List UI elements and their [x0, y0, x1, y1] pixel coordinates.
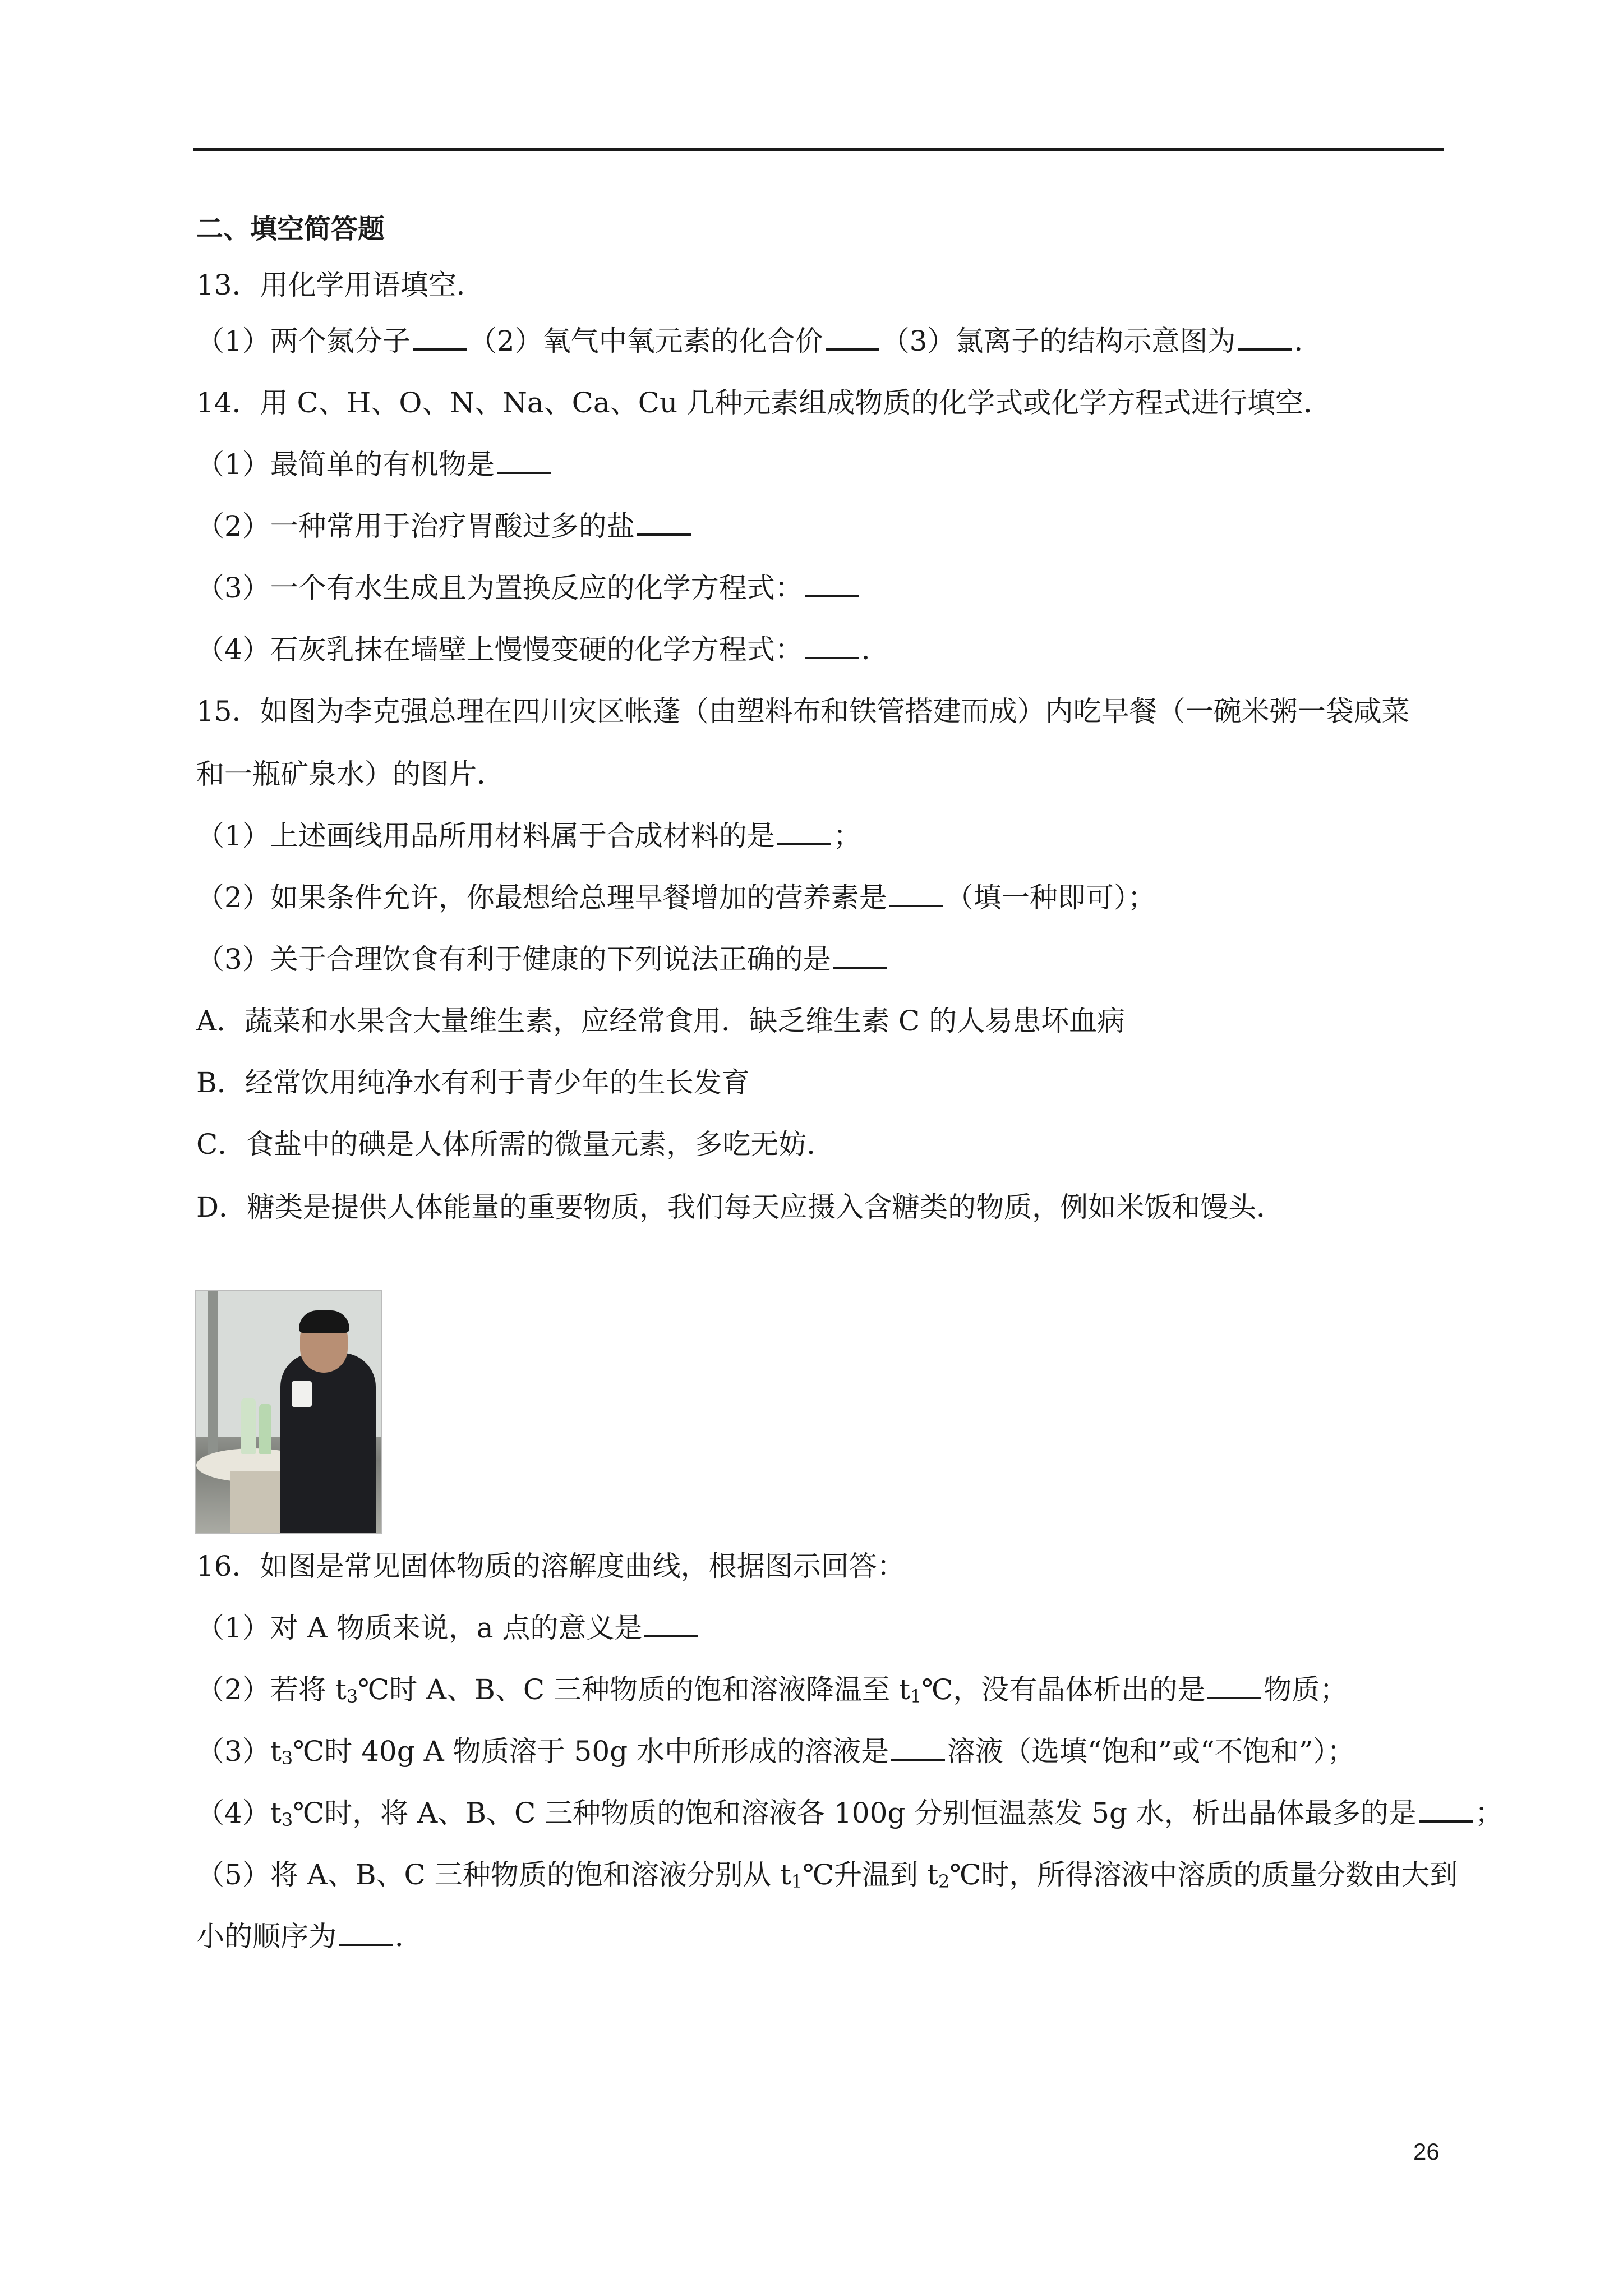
q15-item3	[196, 942, 1447, 976]
answer-blank	[644, 1613, 698, 1637]
answer-blank	[1207, 1674, 1261, 1699]
q15-option-b: B．经常饮用纯净水有利于青少年的生长发育	[196, 1066, 750, 1099]
q14-item4-text: （4）石灰乳抹在墙壁上慢慢变硬的化学方程式：	[196, 633, 803, 666]
q16-item2-b: ℃时 A、B、C 三种物质的饱和溶液降温至 t	[358, 1673, 910, 1706]
q13-part2: （2）氧气中氧元素的化合价	[468, 325, 823, 357]
section-heading: 二、填空简答题	[196, 213, 385, 245]
answer-blank	[339, 1921, 393, 1946]
q14-item2-text: （2）一种常用于治疗胃酸过多的盐	[196, 510, 635, 542]
q16-item1-text: （1）对 A 物质来说，a 点的意义是	[196, 1612, 643, 1644]
q16-item3-b: ℃时 40g A 物质溶于 50g 水中所形成的溶液是	[293, 1735, 889, 1768]
q15-item2-text: （2）如果条件允许，你最想给总理早餐增加的营养素是	[196, 881, 887, 914]
answer-blank	[413, 326, 467, 351]
subscript: 3	[281, 1809, 293, 1830]
q14-item3-text: （3）一个有水生成且为置换反应的化学方程式：	[196, 572, 803, 604]
q16-item4-end: ；	[1474, 1797, 1503, 1829]
q16-item3	[196, 1734, 1447, 1768]
q16-item2-d: 物质；	[1264, 1673, 1348, 1706]
q15-item1-text: （1）上述画线用品所用材料属于合成材料的是	[196, 820, 775, 852]
q16-item4-a: （4）t	[196, 1797, 282, 1829]
q16-item2-c: ℃，没有晶体析出的是	[921, 1673, 1206, 1706]
q15-item3-text: （3）关于合理饮食有利于健康的下列说法正确的是	[196, 943, 831, 976]
q16-item5-a: （5）将 A、B、C 三种物质的饱和溶液分别从 t	[196, 1858, 791, 1891]
q16-item3-a: （3）t	[196, 1735, 282, 1768]
q15-title-line1: 15．如图为李克强总理在四川灾区帐蓬（由塑料布和铁管搭建而成）内吃早餐（一碗米粥一袋咸菜	[196, 695, 1410, 728]
answer-blank	[637, 511, 691, 536]
q15-item1	[196, 819, 1447, 853]
q14-item3	[196, 571, 1447, 605]
answer-blank	[777, 821, 831, 845]
answer-blank	[497, 449, 551, 474]
q15-option-c: C．食盐中的碘是人体所需的微量元素，多吃无妨．	[196, 1128, 835, 1161]
page-number: 26	[1413, 2138, 1440, 2165]
q15-option-d: D．糖类是提供人体能量的重要物质，我们每天应摄入含糖类的物质，例如米饭和馒头．	[196, 1191, 1285, 1223]
q15-item1-end: ；	[833, 820, 861, 852]
subscript: 3	[281, 1747, 293, 1769]
subscript: 2	[938, 1871, 950, 1892]
q14-item1-text: （1）最简单的有机物是	[196, 448, 495, 481]
q16-item4	[196, 1796, 1503, 1830]
answer-blank	[891, 1736, 945, 1761]
answer-blank	[889, 882, 943, 907]
q14-item4-end: ．	[861, 633, 889, 666]
q15-item2-end: （填一种即可）；	[945, 881, 1156, 914]
q15-title-line2: 和一瓶矿泉水）的图片．	[196, 758, 505, 790]
q16-item5-c: ℃时，所得溶液中溶质的质量分数由大到	[949, 1858, 1458, 1891]
q16-title: 16．如图是常见固体物质的溶解度曲线，根据图示回答：	[196, 1550, 905, 1582]
q16-item5-line2-text: 小的顺序为	[196, 1920, 336, 1953]
q13-part3: （3）氯离子的结构示意图为	[881, 325, 1236, 357]
q15-item2	[196, 881, 1447, 914]
q15-option-a: A．蔬菜和水果含大量维生素，应经常食用．缺乏维生素 C 的人易患坏血病	[196, 1005, 1126, 1037]
q16-item5-end: ．	[395, 1920, 423, 1953]
answer-blank	[805, 634, 859, 659]
answer-blank	[1419, 1798, 1473, 1823]
q16-item3-c: 溶液（选填“饱和”或“不饱和”）；	[947, 1735, 1355, 1768]
q14-title: 14．用 C、H、O、N、Na、Ca、Cu 几种元素组成物质的化学式或化学方程式进行填空．	[196, 386, 1332, 419]
q13-title: 13．用化学用语填空．	[196, 269, 485, 301]
q16-item5	[196, 1858, 1458, 1892]
subscript: 1	[910, 1686, 922, 1707]
answer-blank	[826, 326, 879, 351]
q13-line1	[196, 324, 1447, 358]
breakfast-photo	[195, 1290, 382, 1534]
q16-item2	[196, 1673, 1447, 1706]
header-rule	[193, 148, 1444, 151]
answer-blank	[1238, 326, 1292, 351]
q14-item4	[196, 633, 1447, 666]
q13-end: ．	[1294, 325, 1322, 357]
answer-blank	[833, 944, 887, 969]
q14-item2	[196, 509, 1447, 543]
subscript: 3	[346, 1686, 358, 1707]
q16-item2-a: （2）若将 t	[196, 1673, 347, 1706]
subscript: 1	[791, 1871, 803, 1892]
answer-blank	[805, 573, 859, 597]
q16-item1	[196, 1611, 1447, 1645]
q14-item1	[196, 448, 1447, 481]
q16-item5-line2	[196, 1920, 1447, 1953]
q16-item5-b: ℃升温到 t	[803, 1858, 938, 1891]
q13-part1: （1）两个氮分子	[196, 325, 411, 357]
q16-item4-b: ℃时，将 A、B、C 三种物质的饱和溶液各 100g 分别恒温蒸发 5g 水，析出晶体最多的是	[293, 1797, 1417, 1829]
